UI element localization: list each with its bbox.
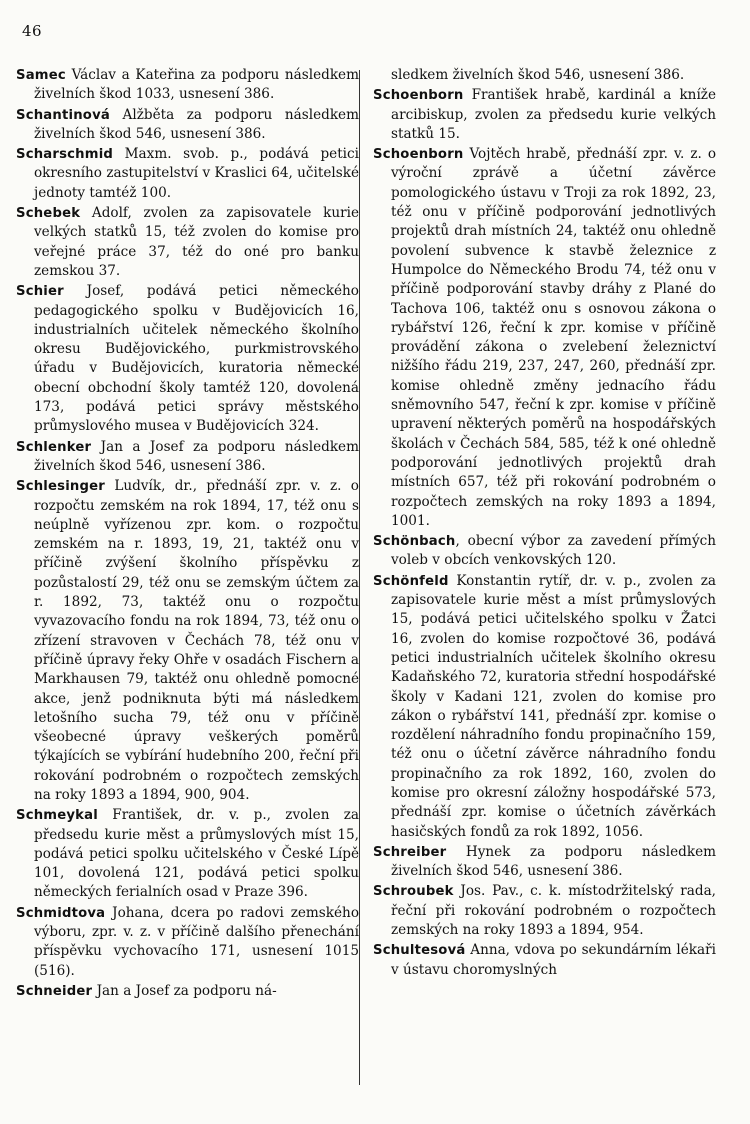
entry-text: Anna, vdova po sekundárním lékaři v ústavu choromyslných bbox=[391, 942, 716, 978]
entry-text: Josef, podává petici německého pedagogického spolku v Budějovicích 16, industrialních učitelek německého školního okresu Budějovického, purkmistrovského úřadu v Budějovicích, kuratoria německé obecní obchodní školy tamtéž 120, dovolená 173, podává petici správy městského průmyslového musea v Budějovicích 324. bbox=[34, 283, 359, 435]
entry-text: Johana, dcera po radovi zemského výboru, zpr. v. z. v příčině dalšího přenechání příspěvku vychovacího 171, usnesení 1015 (516). bbox=[34, 904, 359, 979]
index-entry bbox=[16, 904, 359, 981]
entry-text: Adolf, zvolen za zapisovatele kurie velkých statků 15, též zvolen do komise pro veřejné práce 37, též do oné pro banku zemskou 37. bbox=[34, 205, 359, 279]
entry-name: Schier bbox=[16, 284, 64, 300]
index-entry bbox=[373, 86, 716, 144]
index-entry bbox=[16, 106, 359, 145]
entry-text: , obecní výbor za zavedení přímých voleb v obcích venkovských 120. bbox=[391, 533, 716, 569]
entry-name: Scharschmid bbox=[16, 147, 114, 163]
entry-name: Schmeykal bbox=[16, 808, 98, 824]
index-entry bbox=[16, 204, 359, 281]
index-entry bbox=[16, 66, 359, 105]
right-column bbox=[373, 66, 716, 981]
entry-text: Jos. Pav., c. k. místodržitelský rada, řeční při rokování podrobném o rozpočtech zemských na roky 1893 a 1894, 954. bbox=[391, 883, 716, 939]
entry-name: Schmidtova bbox=[16, 905, 106, 921]
entry-text: František hrabě, kardinál a kníže arcibiskup, zvolen za předsedu kurie velkých statků 15. bbox=[391, 87, 716, 142]
page-number: 46 bbox=[22, 22, 43, 40]
entry-name: Schneider bbox=[16, 983, 93, 999]
entry-text: Maxm. svob. p., podává petici okresního zastupitelství v Kraslici 64, učitelské jednoty tamtéž 100. bbox=[34, 146, 359, 201]
index-entry bbox=[373, 882, 716, 940]
entry-name: Schönbach bbox=[373, 534, 456, 550]
entry-name: Schoenborn bbox=[373, 147, 464, 163]
index-entry bbox=[16, 477, 359, 805]
entry-name: Schoenborn bbox=[373, 88, 464, 104]
entry-text: Ludvík, dr., přednáší zpr. v. z. o rozpočtu zemském na rok 1894, 17, též onu s neúplně vyřízenou zpr. kom. o rozpočtu zemském na r. 1893, 19, 21, taktéž onu v příčině zvýšení školního příspěvku z pozůstalostí 29, též onu se zemským účtem za r. 1892, 73, taktéž onu o rozpočtu vyvazovacího fondu na rok 1894, 73, též onu o zřízení stravoven v Čechách 78, též onu v příčině úpravy řeky Ohře v osadách Fischern a Markhausen 79, taktéž onu ohledně pomocné akce, jenž podniknuta býti má následkem letošního sucha 79, též onu v příčině všeobecné úpravy veškerých poměrů týkajících se vybírání hudebního 200, řeční při rokování podrobném o rozpočtech zemských na roky 1893 a 1894, 900, 904. bbox=[34, 478, 359, 803]
index-entry bbox=[373, 572, 716, 842]
index-entry bbox=[16, 282, 359, 436]
entry-name: Schebek bbox=[16, 206, 81, 222]
entry-text: František, dr. v. p., zvolen za předsedu kurie měst a průmyslových míst 15, podává petici spolku učitelského v České Lípě 101, dovolená 121, podává petici spolku německých ferialních osad v Praze 396. bbox=[34, 807, 359, 901]
left-column bbox=[16, 66, 359, 1002]
entry-name: Schroubek bbox=[373, 884, 454, 900]
entry-name: Schönfeld bbox=[373, 573, 449, 589]
index-entry bbox=[16, 145, 359, 203]
entry-name: Schlesinger bbox=[16, 479, 106, 495]
entry-name: Schreiber bbox=[373, 844, 447, 860]
index-entry bbox=[373, 145, 716, 531]
column-divider bbox=[359, 70, 360, 1085]
index-entry bbox=[16, 438, 359, 477]
entry-name: Schlenker bbox=[16, 439, 92, 455]
index-entry-continuation bbox=[373, 66, 716, 85]
index-entry bbox=[373, 532, 716, 571]
entry-text: Hynek za podporu následkem živelních škod 546, usnesení 386. bbox=[391, 843, 716, 880]
entry-text: Vojtěch hrabě, přednáší zpr. v. z. o výroční zprávě a účetní závěrce pomologického ústavu v Troji za rok 1892, 23, též onu v příčině podporování jednotlivých projektů drah místních 24, taktéž onu ohledně povolení subvence k stavbě železnice z Humpolce do Německého Brodu 74, též onu v příčině podporování stavby dráhy z Plané do Tachova 106, taktéž onu s osnovou zákona o rybářství 126, řeční k zpr. komise v příčině provádění zákona o zvelebení železnictví nižšího řádu 219, 237, 247, 260, přednáší zpr. komise ohledně změny jednacího řádu sněmovního 547, řeční k zpr. komise v příčině upravení některých poměrů na hospodářských školách v Čechách 584, 585, též k oné ohledně podporování jednotlivých projektů drah místních 657, též při rokování podrobném o rozpočtech zemských na roky 1893 a 1894, 1001. bbox=[391, 146, 716, 529]
entry-name: Schultesová bbox=[373, 943, 466, 959]
entry-text: Jan a Josef za podporu ná- bbox=[92, 982, 277, 999]
entry-name: Schantinová bbox=[16, 107, 110, 123]
entry-text: sledkem živelních škod 546, usnesení 386. bbox=[391, 67, 685, 83]
index-entry bbox=[16, 982, 359, 1001]
entry-text: Václav a Kateřina za podporu následkem živelních škod 1033, usnesení 386. bbox=[34, 67, 359, 103]
index-entry bbox=[16, 806, 359, 902]
entry-text: Konstantin rytíř, dr. v. p., zvolen za zapisovatele kurie měst a míst průmyslových 15, podává petici učitelského spolku v Žatci 16, zvolen do komise rozpočtové 36, podává petici industrialních učitelek školního okresu Kadaňského 72, kuratoria střední hospodářské školy v Kadani 121, zvolen do komise pro zákon o rybářství 141, přednáší zpr. komise o rozdělení náhradního fondu propinačního 159, též onu o účetní závěrce náhradního fondu propinačního za rok 1892, 160, zvolen do komise pro okresní záložny hospodářské 573, přednáší zpr. komise o účetních závěrkách hasičských fondů za rok 1892, 1056. bbox=[391, 572, 716, 840]
index-entry bbox=[373, 941, 716, 980]
index-entry bbox=[373, 843, 716, 882]
entry-text: Alžběta za podporu následkem živelních škod 546, usnesení 386. bbox=[34, 106, 359, 142]
entry-text: Jan a Josef za podporu následkem živelních škod 546, usnesení 386. bbox=[34, 438, 359, 474]
entry-name: Samec bbox=[16, 68, 66, 83]
